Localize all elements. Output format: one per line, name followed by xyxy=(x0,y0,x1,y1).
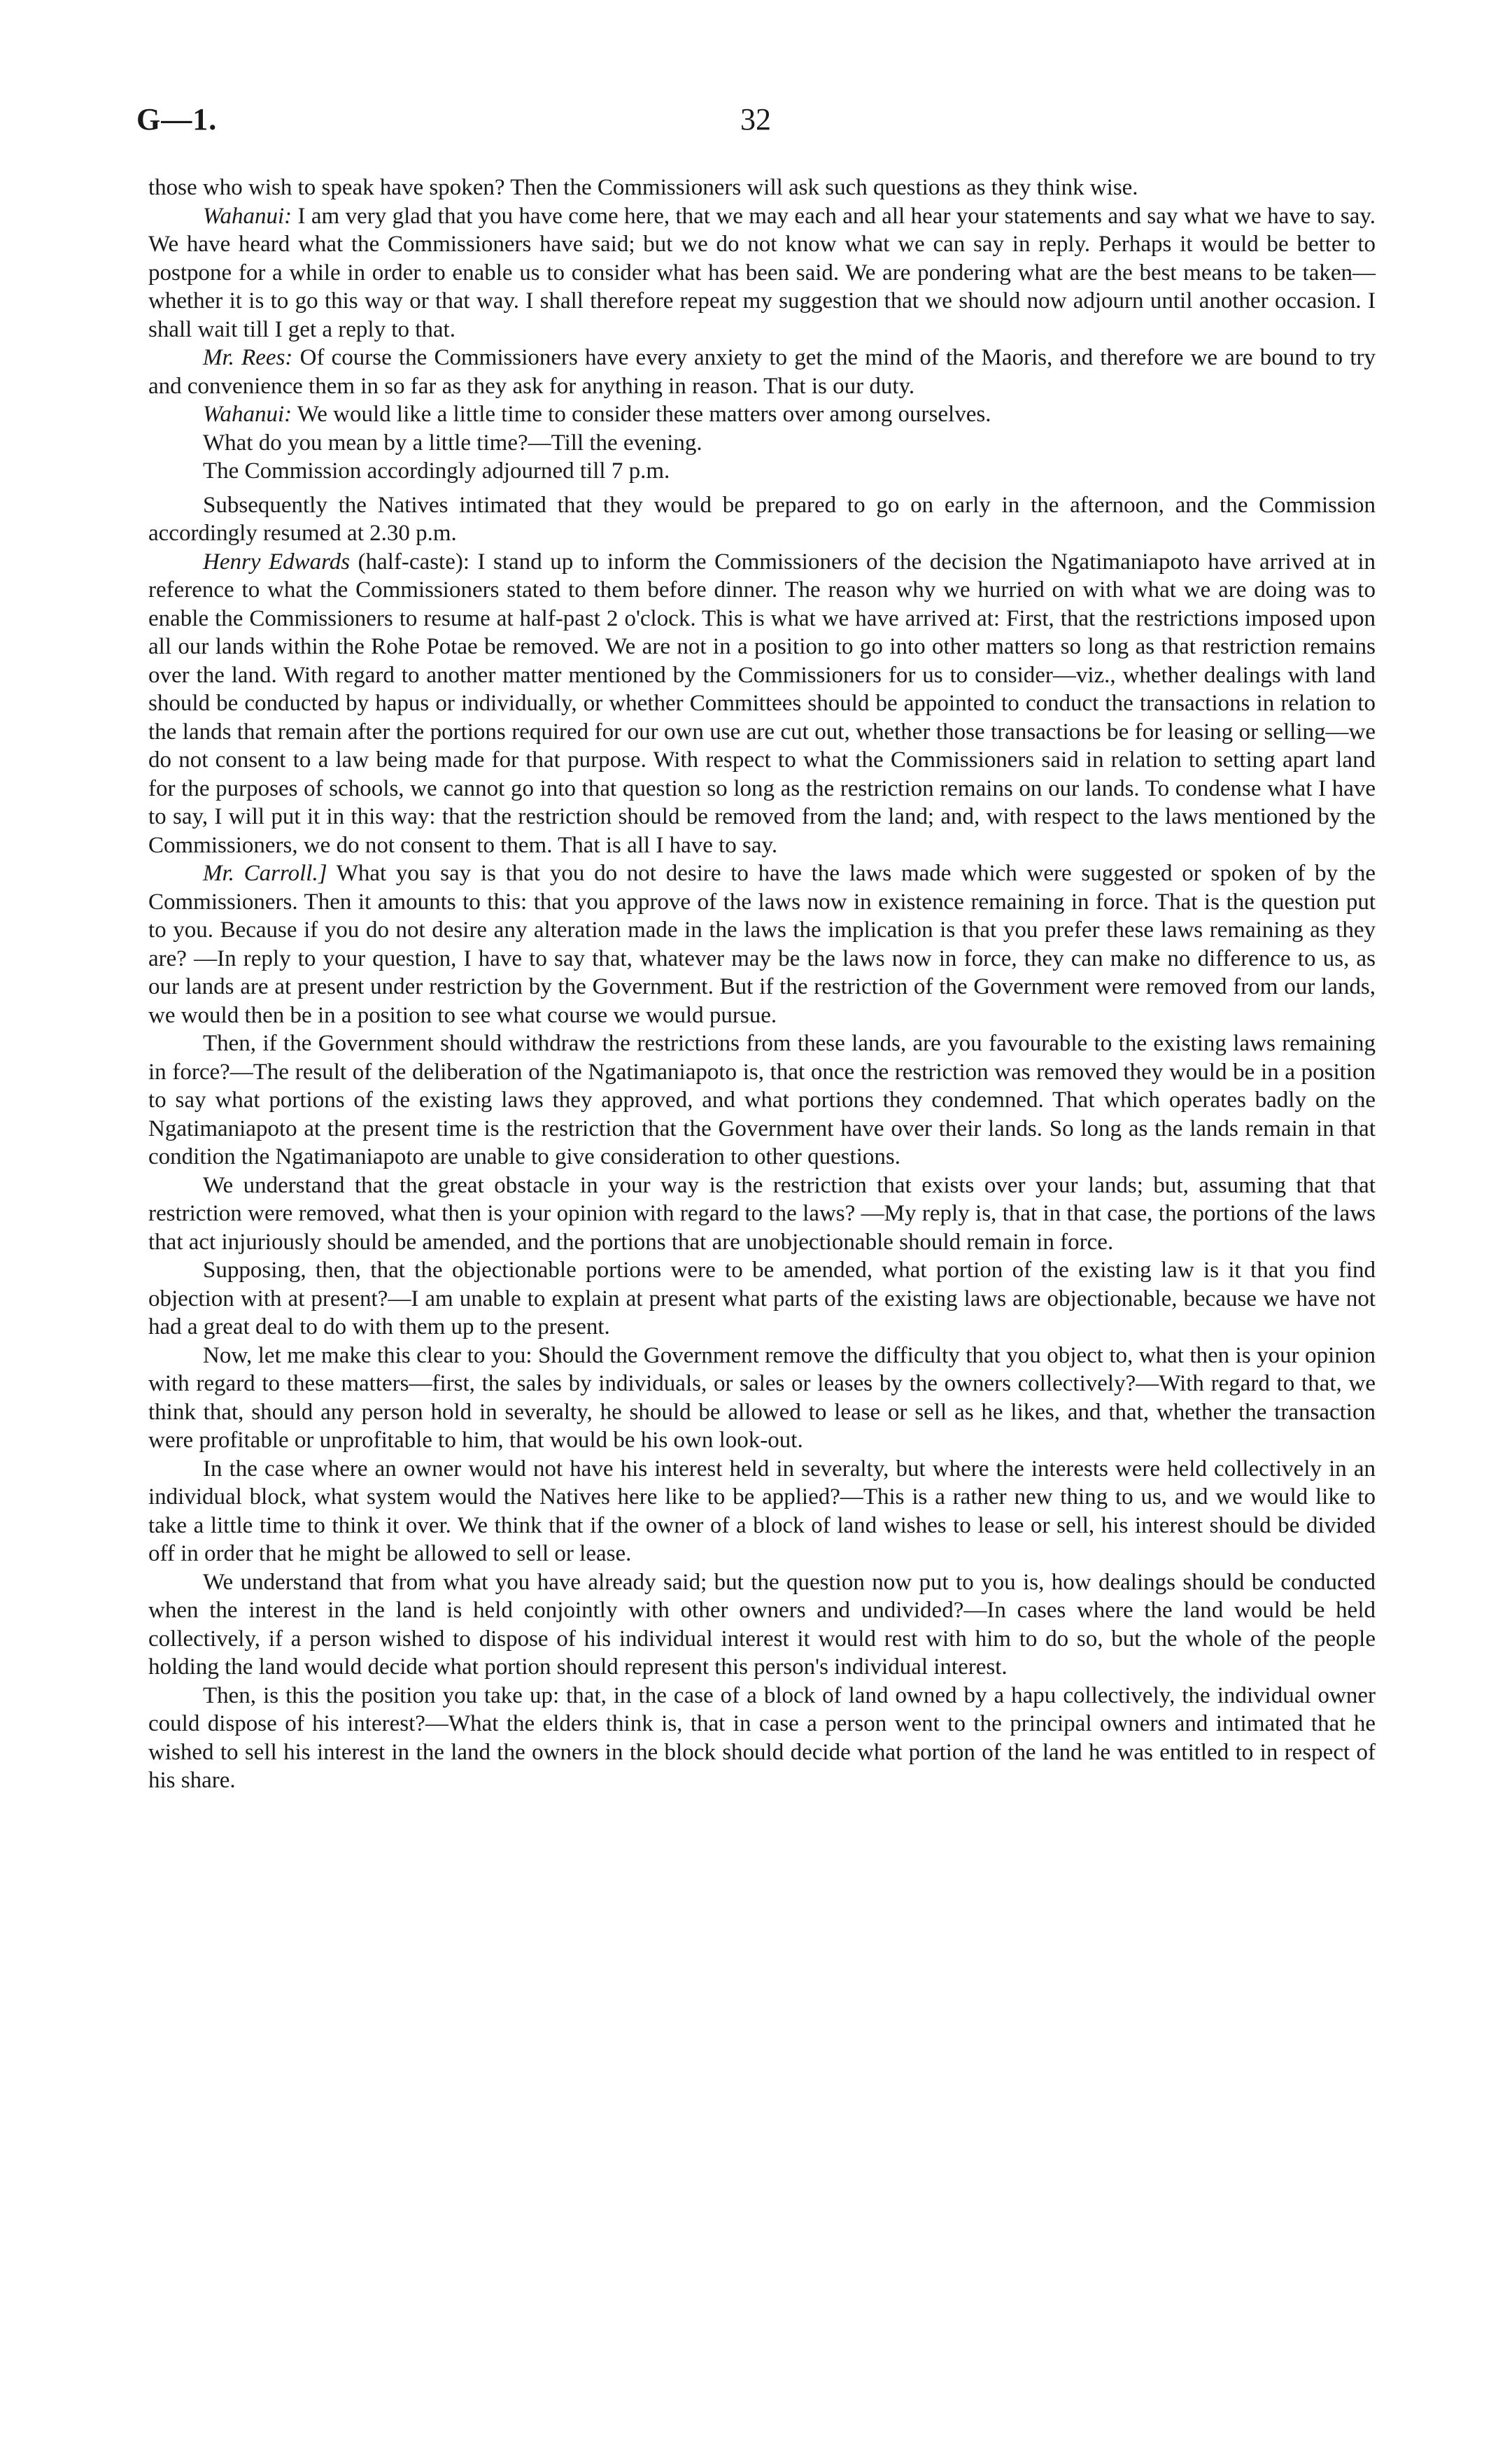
paragraph-text: Of course the Commissioners have every anxiety to get the mind of the Maoris, and therefore we are bound to try and convenience them in so far as they ask for anything in reason. That is our duty. xyxy=(148,345,1376,399)
paragraph-text: (half-caste): I stand up to inform the Commissioners of the decision the Ngatimaniapoto have arrived at in reference to what the Commissioners stated to them before dinner. The reason why we hurried on with what we are doing was to enable the Commissioners to resume at half-past 2 o'clock. This is what we have arrived at: First, that the restrictions imposed upon all our lands within the Rohe Potae be removed. We are not in a position to go into other matters so long as that restriction remains over the land. With regard to another matter mentioned by the Commissioners for us to consider—viz., whether dealings with land should be conducted by hapus or individually, or whether Committees should be appointed to conduct the transactions in relation to the lands that remain after the portions required for our own use are cut out, whether those transactions be for leasing or selling—we do not consent to a law being made for that purpose. With respect to what the Commissioners said in relation to setting apart land for the purposes of schools, we cannot go into that question so long as the restriction remains on our lands. To condense what I have to say, I will put it in this way: that the restriction should be removed from the land; and, with respect to the laws mentioned by the Commissioners, we do not consent to them. That is all I have to say. xyxy=(148,549,1376,858)
paragraph-text: The Commission accordingly adjourned till 7 p.m. xyxy=(203,458,670,484)
body-text xyxy=(148,174,1376,1795)
paragraph xyxy=(148,548,1376,860)
page-number: 32 xyxy=(740,102,771,136)
paragraph-text: What you say is that you do not desire to have the laws made which were suggested or spoken of by the Commissioners. Then it amounts to this: that you approve of the laws now in existence remaining in force. That is the question put to you. Because if you do not desire any alteration made in the laws the implication is that you prefer these laws remaining as they are? —In reply to your question, I have to say that, whatever may be the laws now in force, they can make no difference to us, as our lands are at present under restriction by the Government. But if the restriction of the Government were removed from our lands, we would then be in a position to see what course we would pursue. xyxy=(148,861,1376,1028)
paragraph-text: Then, if the Government should withdraw the restrictions from these lands, are you favourable to the existing laws remaining in force?—The result of the deliberation of the Ngatimaniapoto is, that once the restriction was removed they would be in a position to say what portions of the existing laws they approved, and what portions they condemned. That which operates badly on the Ngatimaniapoto at the present time is the restriction that the Government have over their lands. So long as the lands remain in that condition the Ngatimaniapoto are unable to give consideration to other questions. xyxy=(148,1031,1376,1169)
paragraph-text: In the case where an owner would not have his interest held in severalty, but where the interests were held collectively in an individual block, what system would the Natives here like to be applied?—This is a rather new thing to us, and we would like to take a little time to think it over. We think that if the owner of a block of land wishes to lease or sell, his interest should be divided off in order that he might be allowed to sell or lease. xyxy=(148,1456,1376,1566)
paragraph-text: What do you mean by a little time?—Till the evening. xyxy=(203,430,702,456)
paragraph xyxy=(148,344,1376,400)
speaker-name: Wahanui: xyxy=(203,203,292,229)
paragraph xyxy=(148,491,1376,548)
paragraph xyxy=(148,1256,1376,1342)
paragraph-text: Supposing, then, that the objectionable portions were to be amended, what portion of the existing law is it that you find objection with at present?—I am unable to explain at present what parts of the existing laws are objectionable, because we have not had a great deal to do with them up to the present. xyxy=(148,1258,1376,1339)
paragraph xyxy=(148,1568,1376,1682)
paragraph xyxy=(148,1682,1376,1795)
paragraph xyxy=(148,1172,1376,1257)
speaker-name: Mr. Carroll.] xyxy=(203,861,327,886)
paragraph-text: We understand that the great obstacle in your way is the restriction that exists over your lands; but, assuming that that restriction were removed, what then is your opinion with regard to the laws? —My reply is, that in that case, the portions of the laws that act injuriously should be amended, and the portions that are unobjectionable should remain in force. xyxy=(148,1172,1376,1255)
speaker-name: Henry Edwards xyxy=(203,549,351,575)
paragraph xyxy=(148,400,1376,429)
paragraph xyxy=(148,1029,1376,1172)
paragraph xyxy=(148,202,1376,344)
speaker-name: Wahanui: xyxy=(203,402,292,427)
paragraph xyxy=(148,1342,1376,1455)
paragraph-text: Subsequently the Natives intimated that they would be prepared to go on early in the afternoon, and the Commission accordingly resumed at 2.30 p.m. xyxy=(148,492,1376,546)
page-header xyxy=(136,101,1375,150)
paragraph xyxy=(148,457,1376,486)
paragraph xyxy=(148,1455,1376,1568)
paragraph-text: We understand that from what you have already said; but the question now put to you is, how dealings should be conducted when the interest in the land is held conjointly with other owners and undivided?—In cases where the land would be held collectively, if a person wished to dispose of his individual interest it would rest with him to do so, but the whole of the people holding the land would decide what portion should represent this person's individual interest. xyxy=(148,1569,1376,1680)
document-reference: G—1. xyxy=(136,102,218,136)
paragraph-text: Now, let me make this clear to you: Should the Government remove the difficulty that you object to, what then is your opinion with regard to these matters—first, the sales by individuals, or sales or leases by the owners collectively?—With regard to that, we think that, should any person hold in severalty, he should be allowed to lease or sell as he likes, and that, whether the transaction were profitable or unprofitable to him, that would be his own look-out. xyxy=(148,1342,1376,1453)
paragraph-text: Then, is this the position you take up: that, in the case of a block of land owned by a hapu collectively, the individual owner could dispose of his interest?—What the elders think is, that in case a person went to the principal owners and intimated that he wished to sell his interest in the land the owners in the block should decide what portion of the land he was entitled to in respect of his share. xyxy=(148,1682,1376,1793)
paragraph-text: I am very glad that you have come here, that we may each and all hear your statements and say what we have to say. We have heard what the Commissioners have said; but we do not know what we can say in reply. Perhaps it would be better to postpone for a while in order to enable us to consider what has been said. We are pondering what are the best means to be taken—whether it is to go this way or that way. I shall therefore repeat my suggestion that we should now adjourn until another occasion. I shall wait till I get a reply to that. xyxy=(148,203,1376,342)
paragraph-text: those who wish to speak have spoken? Then the Commissioners will ask such questions as they think wise. xyxy=(148,175,1138,200)
paragraph xyxy=(148,174,1376,202)
speaker-name: Mr. Rees: xyxy=(203,345,293,370)
paragraph xyxy=(148,429,1376,458)
paragraph-text: We would like a little time to consider these matters over among ourselves. xyxy=(292,402,991,427)
paragraph xyxy=(148,859,1376,1029)
